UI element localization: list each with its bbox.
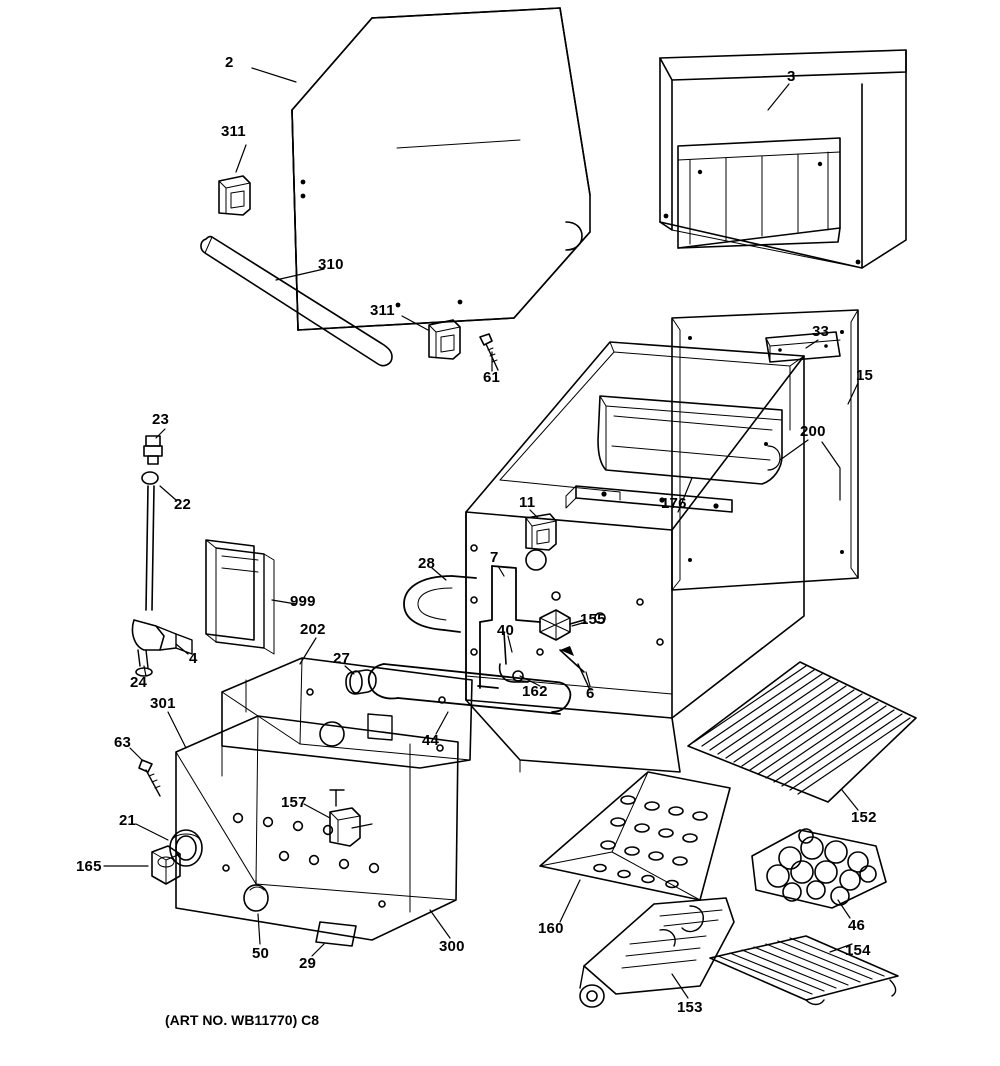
callout-301: 301 (150, 695, 176, 712)
callout-300: 300 (439, 938, 465, 955)
callout-40: 40 (497, 622, 515, 639)
art-number-note: (ART NO. WB11770) C8 (165, 1012, 320, 1028)
callout-176: 176 (661, 495, 687, 512)
part-igniter-switch-157 (330, 790, 372, 846)
part-ring-21 (170, 830, 202, 866)
callout-6: 6 (586, 685, 595, 702)
callout-15: 15 (856, 367, 874, 384)
callout-11: 11 (519, 494, 536, 511)
callout-202: 202 (300, 621, 326, 638)
part-bushing-27 (346, 670, 376, 694)
callout-50: 50 (252, 945, 270, 962)
part-gas-hose-assembly (132, 436, 192, 676)
callout-2: 2 (225, 54, 234, 71)
callout-46: 46 (848, 917, 866, 934)
part-burner-rail-176 (598, 396, 782, 484)
callout-33: 33 (812, 323, 830, 340)
callout-44: 44 (422, 732, 440, 749)
callout-22: 22 (174, 496, 192, 513)
callout-160: 160 (538, 920, 564, 937)
callout-24: 24 (130, 674, 148, 691)
part-heat-plate-160 (540, 772, 730, 900)
part-briquettes-46 (752, 829, 886, 908)
callout-200: 200 (800, 423, 826, 440)
part-cooking-grate-152 (688, 662, 916, 802)
callout-155: 155 (580, 611, 606, 628)
part-burner-153 (580, 898, 734, 1007)
callout-29: 29 (299, 955, 317, 972)
part-heat-shield-200 (566, 486, 732, 512)
callout-154: 154 (845, 942, 871, 959)
part-side-panel-15 (672, 310, 858, 590)
callout-162: 162 (522, 683, 548, 700)
callout-4: 4 (189, 650, 198, 667)
part-control-panel-300 (176, 716, 458, 940)
callout-63: 63 (114, 734, 132, 751)
leader-lines (104, 68, 858, 998)
part-clip-311-lower (429, 320, 460, 359)
callout-153: 153 (677, 999, 703, 1016)
callout-28: 28 (418, 555, 436, 572)
callout-311-upper: 311 (221, 123, 246, 140)
part-clip-311-upper (219, 176, 250, 215)
callout-310: 310 (318, 256, 344, 273)
part-screw-63 (139, 760, 160, 796)
callout-157: 157 (281, 794, 307, 811)
callout-165: 165 (76, 858, 102, 875)
callout-7: 7 (490, 549, 499, 566)
callout-3: 3 (787, 68, 796, 85)
part-screw-61 (480, 334, 498, 370)
part-lid-hood (292, 8, 590, 330)
callout-152: 152 (851, 809, 877, 826)
callout-27: 27 (333, 650, 351, 667)
callout-61: 61 (483, 369, 501, 386)
callout-21: 21 (119, 812, 137, 829)
callout-311-lower: 311 (370, 302, 395, 319)
part-main-firebox (466, 342, 804, 772)
part-rear-vent-panel (660, 50, 906, 268)
part-manual-999 (206, 540, 274, 654)
callout-999: 999 (290, 593, 316, 610)
callout-23: 23 (152, 411, 170, 428)
